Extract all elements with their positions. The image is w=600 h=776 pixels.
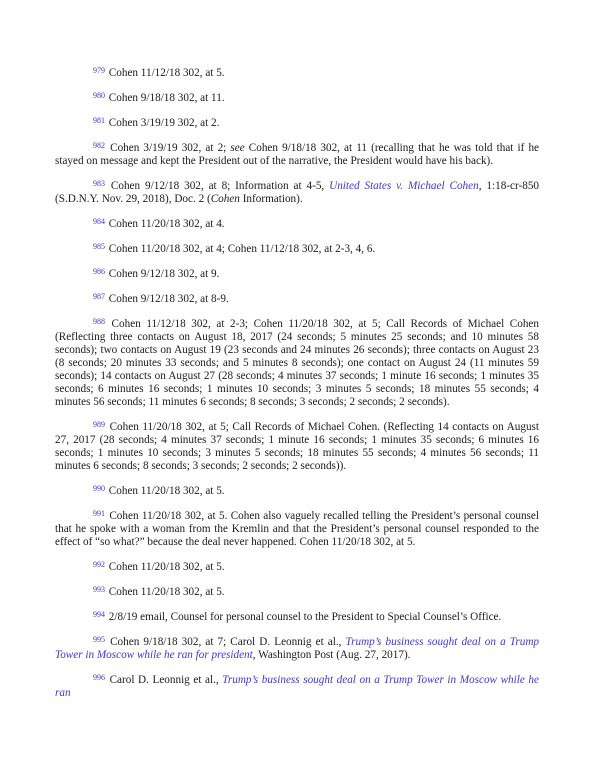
citation-link[interactable]: United States v. Michael Cohen	[329, 180, 479, 192]
footnote-number-link[interactable]: 981	[93, 115, 105, 125]
footnote-992	[55, 561, 539, 574]
footnote-text: Information).	[239, 193, 303, 205]
footnote-text: Cohen 3/19/19 302, at 2.	[106, 117, 220, 129]
footnote-996	[55, 674, 539, 700]
footnote-number-link[interactable]: 988	[93, 316, 105, 326]
footnote-text: Cohen 11/20/18 302, at 5; Call Records of Michael Cohen. (Reflecting 14 contacts on August 27, 2017 (28 seconds; 4 minutes 37 seconds; 1 minute 16 seconds; 1 minutes 35 seconds; 6 minutes 16 seconds; 1 minutes 10 seconds; 3 minutes 5 seconds; 18 minutes 55 seconds; 4 minutes 56 seconds; 11 minutes 6 seconds; 8 seconds; 3 seconds; 2 seconds; 2 seconds)).	[55, 421, 539, 472]
footnote-number-link[interactable]: 979	[93, 65, 105, 75]
footnote-text: Cohen 11/20/18 302, at 4; Cohen 11/12/18 302, at 2-3, 4, 6.	[106, 243, 376, 255]
footnote-982	[55, 142, 539, 168]
footnote-text: Cohen 11/20/18 302, at 5. Cohen also vaguely recalled telling the President’s personal counsel that he spoke with a woman from the Kremlin and that the President’s personal counsel responded to the effect of “so what?” because the deal never happened. Cohen 11/20/18 302, at 5.	[55, 510, 539, 548]
footnote-text: Cohen 11/20/18 302, at 5.	[106, 485, 225, 497]
footnote-number-link[interactable]: 983	[93, 178, 105, 188]
footnote-995	[55, 636, 539, 662]
footnote-text: 2/8/19 email, Counsel for personal counsel to the President to Special Counsel’s Office.	[106, 611, 502, 623]
footnote-text: Cohen 9/12/18 302, at 8-9.	[106, 293, 229, 305]
footnote-text: , Washington Post (Aug. 27, 2017).	[252, 649, 411, 661]
footnote-text: Cohen 11/20/18 302, at 5.	[106, 586, 225, 598]
footnote-text: Cohen 11/20/18 302, at 5.	[106, 561, 225, 573]
footnote-number-link[interactable]: 987	[93, 291, 105, 301]
footnote-984	[55, 218, 539, 231]
footnote-987	[55, 293, 539, 306]
footnote-text: , 1:18-cr-850 (S.D.N.Y. Nov. 29, 2018), Doc. 2 (	[55, 180, 540, 205]
footnote-number-link[interactable]: 992	[93, 559, 105, 569]
footnote-number-link[interactable]: 994	[93, 609, 105, 619]
footnote-text: Cohen 9/18/18 302, at 7; Carol D. Leonnig et al.,	[106, 636, 346, 648]
footnote-number-link[interactable]: 986	[93, 266, 105, 276]
footnote-number-link[interactable]: 996	[93, 672, 105, 682]
footnote-986	[55, 268, 539, 281]
footnote-994	[55, 611, 539, 624]
footnotes	[55, 67, 539, 712]
footnote-988	[55, 318, 539, 409]
footnote-number-link[interactable]: 993	[93, 584, 105, 594]
citation-link[interactable]: Trump’s business sought deal on a Trump Tower in Moscow while he ran	[55, 674, 539, 699]
footnote-text: Cohen 11/20/18 302, at 4.	[106, 218, 225, 230]
footnote-number-link[interactable]: 995	[93, 634, 105, 644]
footnote-number-link[interactable]: 985	[93, 241, 105, 251]
footnote-text: Cohen 9/12/18 302, at 9.	[106, 268, 220, 280]
footnote-text: Cohen 11/12/18 302, at 5.	[106, 67, 225, 79]
citation-link[interactable]: Trump’s business sought deal on a Trump Tower in Moscow while he ran for president	[55, 636, 539, 661]
footnote-981	[55, 117, 539, 130]
footnote-text-italic: Cohen	[210, 193, 240, 205]
footnote-989	[55, 421, 539, 473]
footnote-text: Carol D. Leonnig et al.,	[106, 674, 223, 686]
footnote-number-link[interactable]: 982	[93, 140, 105, 150]
footnote-number-link[interactable]: 989	[93, 419, 105, 429]
footnote-993	[55, 586, 539, 599]
footnote-number-link[interactable]: 984	[93, 216, 105, 226]
footnote-985	[55, 243, 539, 256]
footnote-number-link[interactable]: 980	[93, 90, 105, 100]
footnote-990	[55, 485, 539, 498]
footnote-text: Cohen 9/18/18 302, at 11 (recalling that he was told that if he stayed on message and kept the President out of the narrative, the President would have his back).	[55, 142, 540, 167]
footnote-number-link[interactable]: 990	[93, 483, 105, 493]
footnote-983	[55, 180, 539, 206]
footnote-979	[55, 67, 539, 80]
footnote-991	[55, 510, 539, 549]
footnote-text: Cohen 9/12/18 302, at 8; Information at 4-5,	[106, 180, 330, 192]
footnote-980	[55, 92, 539, 105]
footnote-text-italic: see	[230, 142, 245, 154]
footnote-text: Cohen 9/18/18 302, at 11.	[106, 92, 225, 104]
footnote-text: Cohen 11/12/18 302, at 2-3; Cohen 11/20/18 302, at 5; Call Records of Michael Cohen (Reflecting three contacts on August 18, 2017 (24 seconds; 5 minutes 25 seconds; and 10 minutes 58 seconds); two contacts on August 19 (23 seconds and 24 minutes 26 seconds); three contacts on August 23 (8 seconds; 20 minutes 33 seconds; and 5 minutes 8 seconds); one contact on August 24 (11 minutes 59 seconds); 14 contacts on August 27 (28 seconds; 4 minutes 37 seconds; 1 minute 16 seconds; 1 minutes 35 seconds; 6 minutes 16 seconds; 1 minutes 10 seconds; 3 minutes 5 seconds; 18 minutes 55 seconds; 4 minutes 56 seconds; 11 minutes 6 seconds; 8 seconds; 3 seconds; 2 seconds; 2 seconds).	[55, 318, 539, 408]
footnote-number-link[interactable]: 991	[93, 508, 105, 518]
footnote-text: Cohen 3/19/19 302, at 2;	[106, 142, 231, 154]
